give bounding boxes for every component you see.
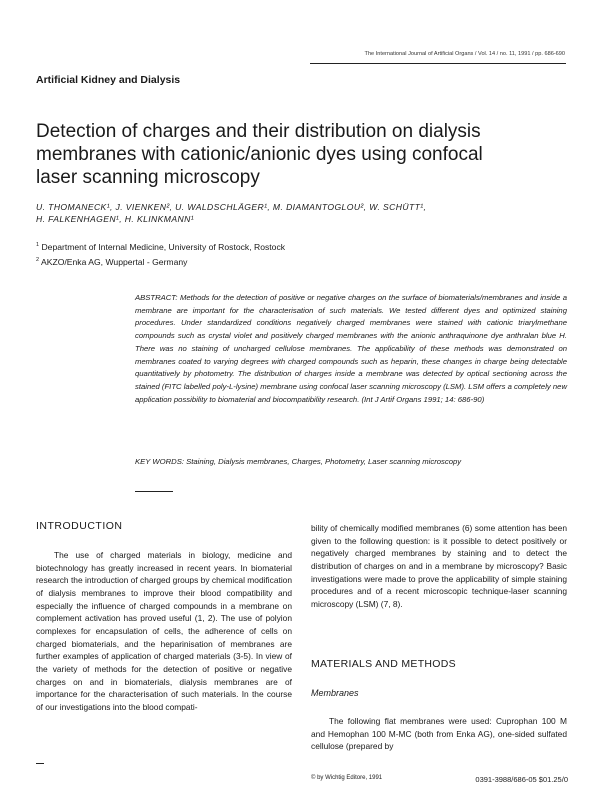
methods-heading: MATERIALS AND METHODS — [311, 658, 456, 670]
journal-reference: The International Journal of Artificial Organs / Vol. 14 / no. 11, 1991 / pp. 686-690 — [364, 51, 565, 57]
section-label: Artificial Kidney and Dialysis — [36, 74, 181, 86]
keywords-rule — [135, 491, 173, 492]
author-line: U. THOMANECK¹, J. VIENKEN², U. WALDSCHLÄGER¹, M. DIAMANTOGLOU², W. SCHÜTT¹, — [36, 202, 427, 212]
title-line: membranes with cationic/anionic dyes using confocal — [36, 144, 483, 165]
key-words: KEY WORDS: Staining, Dialysis membranes, Charges, Photometry, Laser scanning microscopy — [135, 457, 462, 466]
author-list — [36, 201, 426, 225]
introduction-text: The use of charged materials in biology, medicine and biotechnology has greatly increased in recent years. In biomaterial research the introduction of charged groups by chemical modification of dialysis membranes to improve their blood compatibility and especially the influence of charged compounds in a membrane on complement activation has proved useful (1, 2). The use of polyion complexes for encapsulation of cells, the adherence of cells on charged biomaterials, and the heparinisation of membranes are further examples of application of charged materials (3-5). In view of the variety of methods for the detection of positive or negative charges on and in biomaterials, dialysis membranes are of importance for the characterisation of such materials. In the course of our investigations into the blood compati- — [36, 550, 292, 712]
article-code: 0391-3988/686-05 $01.25/0 — [475, 775, 568, 784]
publisher-copyright: © by Wichtig Editore, 1991 — [311, 775, 383, 781]
affiliation-1: $^1$ Department of Internal Medicine, University of Rostock, Rostock — [36, 241, 286, 252]
affiliation-2: $^2$ AKZO/Enka AG, Wuppertal - Germany — [36, 256, 188, 267]
column-end-dash — [36, 763, 44, 764]
introduction-heading: INTRODUCTION — [36, 520, 123, 532]
header-rule — [310, 63, 566, 64]
title-line: Detection of charges and their distribution on dialysis — [36, 121, 481, 142]
introduction-continued: bility of chemically modified membranes (6) some attention has been given to the following question: is it possible to detect positively or negatively charged membranes by staining and to detect the distribution of charges on and in a membrane by microscopy? Basic investigations were made to prove the applicability of simple staining procedures and of a recent microscopic technique-laser scanning microscopy (LSM) (7, 8). — [311, 523, 567, 609]
affiliations — [36, 239, 285, 269]
membranes-subheading: Membranes — [311, 688, 359, 698]
article-title — [36, 120, 576, 189]
membranes-text: The following flat membranes were used: Cuprophan 100 M and Hemophan 100 M-MC (both from Enka AG), one-sided sulfated cellulose (prepared by — [311, 716, 567, 752]
abstract: ABSTRACT: Methods for the detection of positive or negative charges on the surface of biomaterials/membranes and inside a membrane are important for the characterisation of such materials. We tested different dyes and optimized staining procedures. Under standardized conditions negatively charged membranes were stained with cationic triarylmethane compounds such as crystal violet and positively charged membranes with the anionic anthraquinone dye anthralan blue H. There was no staining of uncharged cellulose membranes. The applicability of these methods was demonstrated on membranes coated to varying degrees with charged compounds such as heparin, these changes in charge being detectable quantitatively by photometry. The distribution of charges inside a membrane was detected by optical sectioning across the stained (FITC labelled poly-L-lysine) membrane using confocal laser scanning microscopy (LSM). LSM offers a completely new application possibility to biomaterial and biocompatibility research. (Int J Artif Organs 1991; 14: 686-90) — [135, 293, 567, 404]
title-line: laser scanning microscopy — [36, 167, 260, 188]
author-line: H. FALKENHAGEN¹, H. KLINKMANN¹ — [36, 214, 194, 224]
